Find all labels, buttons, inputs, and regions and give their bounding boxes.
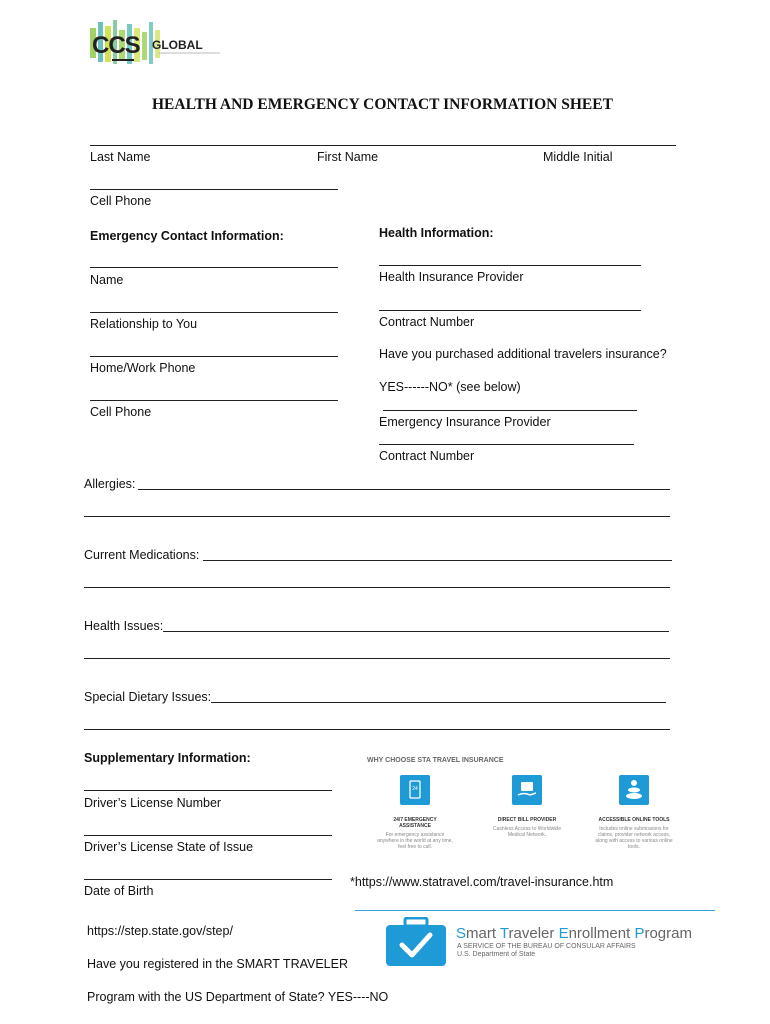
home-phone-label: Home/Work Phone — [90, 361, 196, 375]
hand-card-icon — [512, 775, 542, 805]
dietary-line-2[interactable] — [84, 729, 670, 730]
logo-ccs-text: CCS — [92, 32, 140, 59]
sta-feature-2 — [487, 775, 567, 838]
stack-icon — [619, 775, 649, 805]
ccs-global-logo — [88, 16, 228, 72]
cell-phone-label: Cell Phone — [90, 194, 152, 208]
supplementary-heading: Supplementary Information: — [84, 751, 251, 765]
license-number-line[interactable] — [84, 790, 332, 791]
program-rogram: rogram — [644, 925, 692, 942]
emergency-cell-line[interactable] — [90, 400, 338, 401]
dob-label: Date of Birth — [84, 884, 154, 898]
relationship-line[interactable] — [90, 312, 338, 313]
sta-feature-1 — [375, 775, 455, 850]
feature-2-title: DIRECT BILL PROVIDER — [497, 817, 557, 823]
health-issues-line-2[interactable] — [84, 658, 670, 659]
emergency-name-label: Name — [90, 273, 124, 287]
step-question-1: Have you registered in the SMART TRAVELER — [87, 957, 348, 971]
medications-line[interactable] — [203, 560, 672, 561]
logo-global-text: GLOBAL — [152, 38, 203, 52]
emergency-heading: Emergency Contact Information: — [90, 229, 284, 243]
home-phone-line[interactable] — [90, 356, 338, 357]
contract-number-label: Contract Number — [379, 315, 475, 329]
cell-phone-line[interactable] — [90, 189, 338, 190]
travel-insurance-question: Have you purchased additional travelers insurance? — [379, 347, 667, 361]
page-title: HEALTH AND EMERGENCY CONTACT INFORMATION SHEET — [152, 96, 613, 113]
step-question-2: Program with the US Department of State? YES----NO — [87, 990, 389, 1004]
first-name-label: First Name — [317, 150, 379, 164]
sta-feature-3 — [594, 775, 674, 850]
license-state-line[interactable] — [84, 835, 332, 836]
name-line[interactable] — [90, 145, 676, 146]
contract-number-line[interactable] — [379, 310, 641, 311]
suitcase-check-icon — [385, 917, 447, 967]
sta-url[interactable]: *https://www.statravel.com/travel-insurance.htm — [350, 875, 614, 889]
health-heading: Health Information: — [379, 226, 494, 240]
license-number-label: Driver’s License Number — [84, 796, 222, 810]
feature-2-desc: Cashless Access to Worldwide Medical Network. — [493, 826, 561, 838]
svg-text:24: 24 — [412, 786, 418, 792]
medications-line-2[interactable] — [84, 587, 670, 588]
feature-1-desc: For emergency assistance anywhere in the world at any time, feel free to call. — [377, 832, 453, 850]
sta-heading: WHY CHOOSE STA TRAVEL INSURANCE — [367, 757, 504, 764]
license-state-label: Driver’s License State of Issue — [84, 840, 254, 854]
feature-3-desc: Includes online submissions for claims, provider network access, along with access to various online tools. — [595, 826, 673, 850]
last-name-label: Last Name — [90, 150, 151, 164]
health-issues-line[interactable] — [163, 631, 669, 632]
emergency-name-line[interactable] — [90, 267, 338, 268]
dietary-line[interactable] — [211, 702, 666, 703]
program-e: E — [558, 925, 569, 942]
program-p: P — [634, 925, 645, 942]
step-url[interactable]: https://step.state.gov/step/ — [87, 924, 233, 938]
emergency-provider-label: Emergency Insurance Provider — [379, 415, 551, 429]
insurance-provider-line[interactable] — [379, 265, 641, 266]
dob-line[interactable] — [84, 879, 332, 880]
contract-number-2-line[interactable] — [379, 444, 634, 445]
program-raveler: raveler — [508, 925, 559, 942]
feature-1-title: 24/7 EMERGENCY ASSISTANCE — [393, 817, 437, 829]
medications-label: Current Medications: — [84, 548, 200, 562]
health-issues-label: Health Issues: — [84, 619, 164, 633]
allergies-line[interactable] — [138, 489, 670, 490]
phone-24-icon — [400, 775, 430, 805]
allergies-label: Allergies: — [84, 477, 136, 491]
program-nrollment: nrollment — [568, 925, 635, 942]
step-program-name — [456, 925, 692, 942]
step-subtitle-2: U.S. Department of State — [457, 951, 536, 958]
program-t: T — [499, 925, 509, 942]
step-subtitle-1: A SERVICE OF THE BUREAU OF CONSULAR AFFAIRS — [457, 943, 636, 950]
relationship-label: Relationship to You — [90, 317, 198, 331]
emergency-provider-line[interactable] — [383, 410, 637, 411]
insurance-provider-label: Health Insurance Provider — [379, 270, 524, 284]
yes-no-option[interactable]: YES------NO* (see below) — [379, 380, 521, 394]
feature-3-title: ACCESSIBLE ONLINE TOOLS — [598, 817, 670, 823]
contract-number-2-label: Contract Number — [379, 449, 475, 463]
dietary-label: Special Dietary Issues: — [84, 690, 212, 704]
allergies-line-2[interactable] — [84, 516, 670, 517]
program-s: S — [456, 925, 467, 942]
banner-divider — [355, 910, 715, 911]
program-mart: mart — [466, 925, 500, 942]
emergency-cell-label: Cell Phone — [90, 405, 152, 419]
middle-initial-label: Middle Initial — [543, 150, 613, 164]
